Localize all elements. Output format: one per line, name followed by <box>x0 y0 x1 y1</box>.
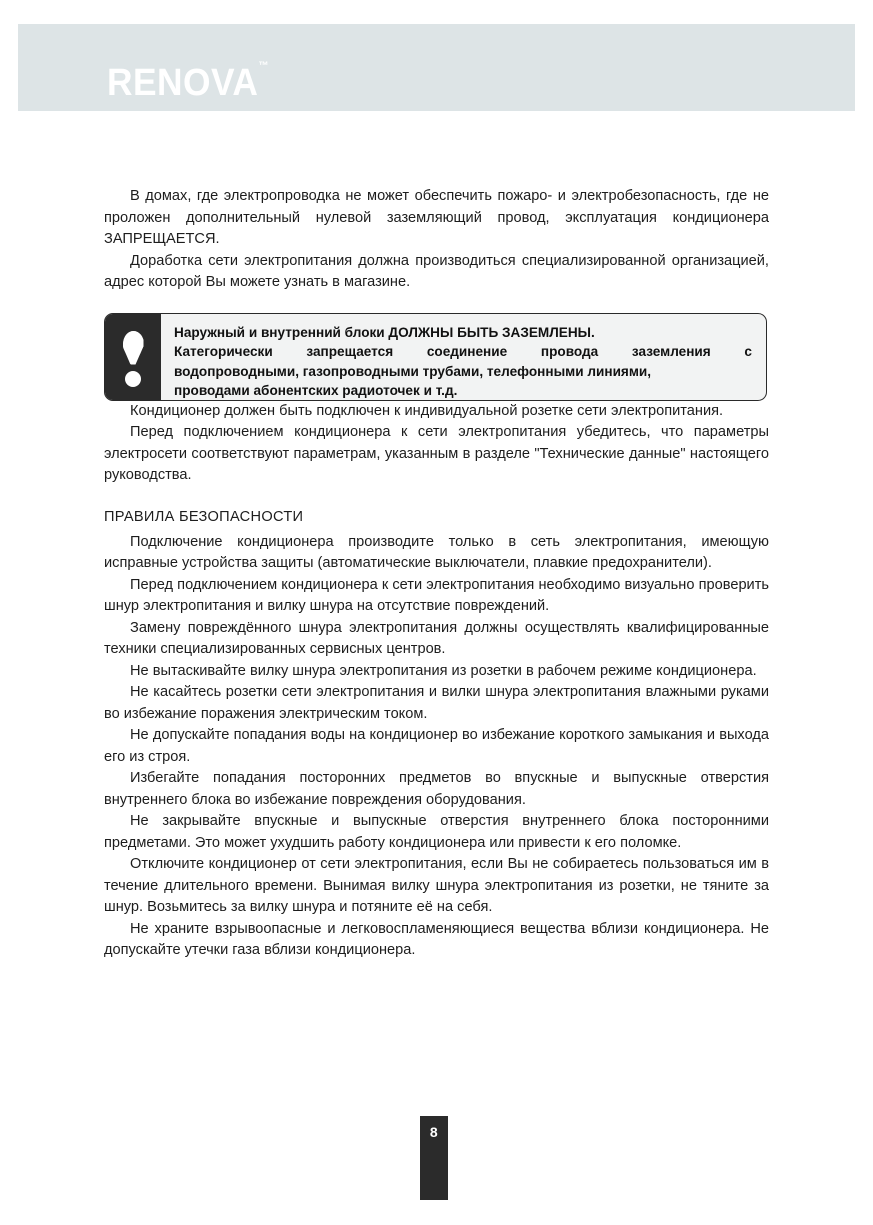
rule-foreign-objects: Избегайте попадания посторонних предметов во впускные и выпускные отверстия внутреннего блока во избежание повреждения оборудования. <box>104 770 769 808</box>
rule-visual-check: Перед подключением кондиционера к сети электропитания необходимо визуально проверить шнур электропитания и вилку шнура на отсутствие повреждений. <box>104 576 769 614</box>
rule-flammable-substances: Не храните взрывоопасные и легковоспламеняющиеся вещества вблизи кондиционера. Не допускайте утечки газа вблизи кондиционера. <box>104 920 769 958</box>
rule-wet-hands: Не касайтесь розетки сети электропитания и вилки шнура электропитания влажными руками во избежание поражения электрическим током. <box>104 684 769 722</box>
trademark-icon: ™ <box>258 60 269 73</box>
brand-logo <box>107 60 269 104</box>
rule-do-not-unplug-running: Не вытаскивайте вилку шнура электропитания из розетки в рабочем режиме кондиционера. <box>130 662 757 679</box>
rule-water-ingress: Не допускайте попадания воды на кондиционер во избежание короткого замыкания и выхода его из строя. <box>104 727 769 765</box>
grounding-warning-box <box>104 313 767 401</box>
paragraph-check-parameters: Перед подключением кондиционера к сети электропитания убедитесь, что параметры электросети соответствуют параметрам, указанным в разделе "Технические данные" настоящего руководства. <box>104 424 769 483</box>
paragraph-network-upgrade: Доработка сети электропитания должна производиться специализированной организацией, адрес которой Вы можете узнать в магазине. <box>104 252 769 290</box>
rule-cord-replacement: Замену повреждённого шнура электропитания должны осуществлять квалифицированные техники специализированных сервисных центров. <box>104 619 769 657</box>
paragraph-wiring-warning: В домах, где электропроводка не может обеспечить пожаро- и электробезопасность, где не проложен дополнительный нулевой заземляющий провод, эксплуатация кондиционера ЗАПРЕЩАЕТСЯ. <box>104 188 769 247</box>
warning-line-1: Наружный и внутренний блоки ДОЛЖНЫ БЫТЬ ЗАЗЕМЛЕНЫ. <box>174 324 595 340</box>
page-number: 8 <box>429 1124 439 1140</box>
rule-do-not-block-vents: Не закрывайте впускные и выпускные отверстия внутреннего блока посторонними предметами. Это может ухудшить работу кондиционера или привести к его поломке. <box>104 813 769 851</box>
rule-disconnect-long-term: Отключите кондиционер от сети электропитания, если Вы не собираетесь пользоваться им в течение длительного времени. Вынимая вилку шнура электропитания из розетки, не тяните за шнур. Возьмитесь за вилку шнура и потяните её на себя. <box>104 856 769 915</box>
warning-line-3: водопроводными, газопроводными трубами, телефонными линиями, <box>174 363 652 379</box>
rule-protection-devices: Подключение кондиционера производите только в сеть электропитания, имеющую исправные устройства защиты (автоматические выключатели, плавкие предохранители). <box>104 533 769 571</box>
warning-line-2: Категорически запрещается соединение провода заземления с <box>174 344 752 360</box>
paragraph-individual-socket: Кондиционер должен быть подключен к индивидуальной розетке сети электропитания. <box>130 402 724 419</box>
brand-logo-text: RENOVA <box>107 62 259 104</box>
page-content <box>104 186 769 962</box>
page-number-bar <box>420 1116 448 1200</box>
warning-icon-cell <box>105 314 161 400</box>
page-header-band <box>18 24 855 111</box>
warning-line-4: проводами абонентских радиоточек и т.д. <box>174 383 458 399</box>
exclamation-mark-icon <box>123 331 144 365</box>
section-title-safety-rules: ПРАВИЛА БЕЗОПАСНОСТИ <box>104 508 304 525</box>
warning-text-block <box>161 314 766 400</box>
exclamation-dot-icon <box>125 371 141 387</box>
